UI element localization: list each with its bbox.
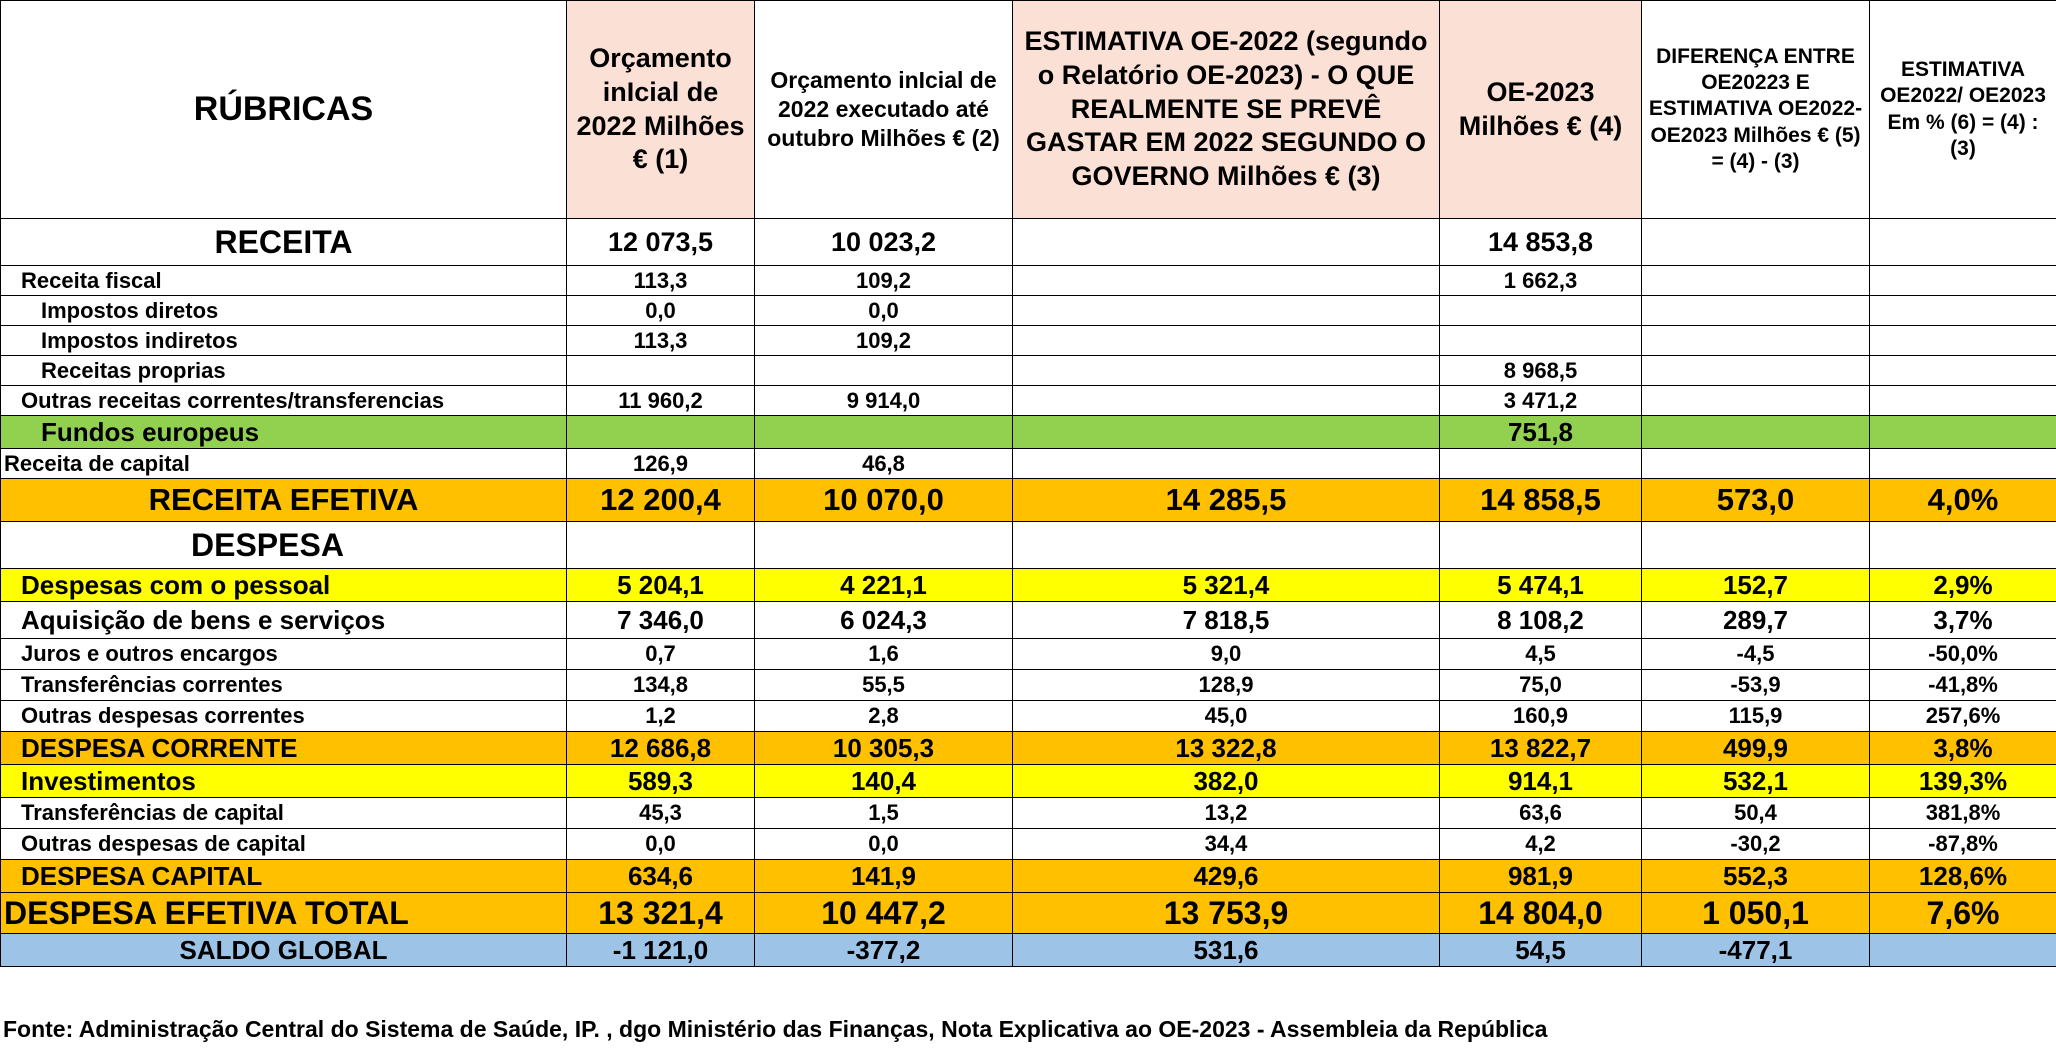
cell-label: DESPESA CORRENTE	[1, 732, 567, 765]
cell-col3	[1013, 449, 1440, 479]
cell-col3: 45,0	[1013, 701, 1440, 732]
cell-label: Fundos europeus	[1, 416, 567, 449]
cell-col4: 5 474,1	[1440, 569, 1642, 602]
cell-col6: 2,9%	[1870, 569, 2056, 602]
cell-col6	[1870, 356, 2056, 386]
header-col1-orcamento-inicial: Orçamento inIcial de 2022 Milhões € (1)	[567, 1, 755, 219]
row-fundos-europeus	[1, 416, 2056, 449]
cell-col4: 14 853,8	[1440, 219, 1642, 266]
cell-col6	[1870, 296, 2056, 326]
cell-col5: 115,9	[1642, 701, 1870, 732]
cell-col5	[1642, 326, 1870, 356]
cell-col6	[1870, 522, 2056, 569]
cell-col2: 10 070,0	[755, 479, 1013, 522]
cell-col6	[1870, 934, 2056, 967]
cell-col6	[1870, 386, 2056, 416]
cell-col1: 12 200,4	[567, 479, 755, 522]
cell-col2: 10 023,2	[755, 219, 1013, 266]
row-despesa-efetiva-total	[1, 893, 2056, 934]
cell-col1: 0,0	[567, 829, 755, 860]
cell-col5: 573,0	[1642, 479, 1870, 522]
cell-col1: 113,3	[567, 326, 755, 356]
cell-col4: 3 471,2	[1440, 386, 1642, 416]
cell-col4: 63,6	[1440, 798, 1642, 829]
cell-col6: -50,0%	[1870, 639, 2056, 670]
cell-col4: 8 968,5	[1440, 356, 1642, 386]
cell-col2: -377,2	[755, 934, 1013, 967]
cell-col2: 1,5	[755, 798, 1013, 829]
row-impostos-diretos	[1, 296, 2056, 326]
cell-col4	[1440, 449, 1642, 479]
cell-col3	[1013, 416, 1440, 449]
cell-col2: 2,8	[755, 701, 1013, 732]
header-col4-oe2023: OE-2023 Milhões € (4)	[1440, 1, 1642, 219]
cell-col5	[1642, 356, 1870, 386]
cell-col3: 5 321,4	[1013, 569, 1440, 602]
cell-col2: 55,5	[755, 670, 1013, 701]
cell-col2: 141,9	[755, 860, 1013, 893]
cell-col1: 11 960,2	[567, 386, 755, 416]
cell-col1: 0,7	[567, 639, 755, 670]
row-outras-receitas	[1, 386, 2056, 416]
row-outras-despesas-correntes	[1, 701, 2056, 732]
cell-col1: 1,2	[567, 701, 755, 732]
cell-col5	[1642, 266, 1870, 296]
cell-col6: 3,8%	[1870, 732, 2056, 765]
cell-col3: 531,6	[1013, 934, 1440, 967]
row-receita-capital	[1, 449, 2056, 479]
cell-col6	[1870, 219, 2056, 266]
cell-label: SALDO GLOBAL	[1, 934, 567, 967]
cell-col6: 381,8%	[1870, 798, 2056, 829]
cell-col4: 4,5	[1440, 639, 1642, 670]
cell-col4: 751,8	[1440, 416, 1642, 449]
cell-col4: 14 858,5	[1440, 479, 1642, 522]
cell-col5	[1642, 449, 1870, 479]
cell-col3	[1013, 266, 1440, 296]
cell-col1: 45,3	[567, 798, 755, 829]
row-receita	[1, 219, 2056, 266]
cell-col4: 8 108,2	[1440, 602, 1642, 639]
cell-label: Investimentos	[1, 765, 567, 798]
cell-label: Transferências correntes	[1, 670, 567, 701]
cell-col3: 14 285,5	[1013, 479, 1440, 522]
cell-col4: 54,5	[1440, 934, 1642, 967]
cell-col6	[1870, 449, 2056, 479]
row-impostos-indiretos	[1, 326, 2056, 356]
row-despesa-capital	[1, 860, 2056, 893]
cell-col4: 914,1	[1440, 765, 1642, 798]
cell-col3: 429,6	[1013, 860, 1440, 893]
cell-col2: 10 447,2	[755, 893, 1013, 934]
cell-col1: 0,0	[567, 296, 755, 326]
cell-col1: 13 321,4	[567, 893, 755, 934]
cell-col4	[1440, 296, 1642, 326]
cell-col6: 3,7%	[1870, 602, 2056, 639]
cell-col5: 152,7	[1642, 569, 1870, 602]
cell-col5: 50,4	[1642, 798, 1870, 829]
cell-label: DESPESA	[1, 522, 567, 569]
cell-col1: 589,3	[567, 765, 755, 798]
row-juros	[1, 639, 2056, 670]
cell-col1: 7 346,0	[567, 602, 755, 639]
cell-col5: -30,2	[1642, 829, 1870, 860]
cell-col4: 75,0	[1440, 670, 1642, 701]
cell-col5: -4,5	[1642, 639, 1870, 670]
cell-label: Receita fiscal	[1, 266, 567, 296]
cell-col5: -477,1	[1642, 934, 1870, 967]
cell-col6: 257,6%	[1870, 701, 2056, 732]
cell-col6: 7,6%	[1870, 893, 2056, 934]
header-col5-diferenca: DIFERENÇA ENTRE OE20223 E ESTIMATIVA OE2022-OE2023 Milhões € (5) = (4) - (3)	[1642, 1, 1870, 219]
cell-col1: -1 121,0	[567, 934, 755, 967]
cell-label: Juros e outros encargos	[1, 639, 567, 670]
cell-col5: -53,9	[1642, 670, 1870, 701]
cell-col3: 9,0	[1013, 639, 1440, 670]
cell-label: Outras despesas correntes	[1, 701, 567, 732]
cell-col4: 4,2	[1440, 829, 1642, 860]
cell-col6	[1870, 326, 2056, 356]
cell-col2: 10 305,3	[755, 732, 1013, 765]
cell-col1: 113,3	[567, 266, 755, 296]
cell-label: RECEITA EFETIVA	[1, 479, 567, 522]
cell-label: Receitas proprias	[1, 356, 567, 386]
source-note: Fonte: Administração Central do Sistema de Saúde, IP. , dgo Ministério das Finanças, Nota Explicativa ao OE-2023 - Assembleia da República	[3, 1016, 1548, 1042]
cell-col4: 1 662,3	[1440, 266, 1642, 296]
cell-label: Receita de capital	[1, 449, 567, 479]
cell-col1: 634,6	[567, 860, 755, 893]
cell-label: Outras despesas de capital	[1, 829, 567, 860]
cell-col5: 552,3	[1642, 860, 1870, 893]
cell-col5	[1642, 296, 1870, 326]
cell-col4: 14 804,0	[1440, 893, 1642, 934]
row-receitas-proprias	[1, 356, 2056, 386]
cell-col1: 12 686,8	[567, 732, 755, 765]
cell-label: Outras receitas correntes/transferencias	[1, 386, 567, 416]
cell-col3	[1013, 386, 1440, 416]
cell-col2	[755, 522, 1013, 569]
cell-col2: 0,0	[755, 296, 1013, 326]
cell-col5	[1642, 522, 1870, 569]
cell-col3	[1013, 296, 1440, 326]
cell-col6	[1870, 416, 2056, 449]
cell-col3: 13 753,9	[1013, 893, 1440, 934]
cell-col2: 140,4	[755, 765, 1013, 798]
cell-col2: 0,0	[755, 829, 1013, 860]
cell-col5	[1642, 416, 1870, 449]
row-receita-fiscal	[1, 266, 2056, 296]
cell-col5: 532,1	[1642, 765, 1870, 798]
cell-col2: 6 024,3	[755, 602, 1013, 639]
cell-label: DESPESA EFETIVA TOTAL	[1, 893, 567, 934]
cell-col6: 139,3%	[1870, 765, 2056, 798]
cell-col3: 128,9	[1013, 670, 1440, 701]
cell-col3	[1013, 326, 1440, 356]
cell-col4: 981,9	[1440, 860, 1642, 893]
cell-label: Impostos diretos	[1, 296, 567, 326]
cell-col4: 160,9	[1440, 701, 1642, 732]
row-transferencias-capital	[1, 798, 2056, 829]
cell-col3: 13,2	[1013, 798, 1440, 829]
cell-col1: 5 204,1	[567, 569, 755, 602]
header-col2-executado: Orçamento inIcial de 2022 executado até outubro Milhões € (2)	[755, 1, 1013, 219]
cell-col2: 46,8	[755, 449, 1013, 479]
row-receita-efetiva	[1, 479, 2056, 522]
cell-col5	[1642, 386, 1870, 416]
cell-col3: 7 818,5	[1013, 602, 1440, 639]
cell-col3	[1013, 219, 1440, 266]
row-saldo-global	[1, 934, 2056, 967]
cell-col3: 382,0	[1013, 765, 1440, 798]
cell-col3: 13 322,8	[1013, 732, 1440, 765]
header-rubricas: RÚBRICAS	[1, 1, 567, 219]
cell-col6: 4,0%	[1870, 479, 2056, 522]
cell-col6	[1870, 266, 2056, 296]
cell-col1: 134,8	[567, 670, 755, 701]
cell-col2: 109,2	[755, 326, 1013, 356]
cell-col1	[567, 522, 755, 569]
cell-col1: 12 073,5	[567, 219, 755, 266]
cell-col6: -87,8%	[1870, 829, 2056, 860]
row-aquisicao-bens-servicos	[1, 602, 2056, 639]
cell-label: RECEITA	[1, 219, 567, 266]
cell-col5: 499,9	[1642, 732, 1870, 765]
row-outras-despesas-capital	[1, 829, 2056, 860]
cell-label: Transferências de capital	[1, 798, 567, 829]
cell-col6: 128,6%	[1870, 860, 2056, 893]
cell-col5: 289,7	[1642, 602, 1870, 639]
cell-col4	[1440, 522, 1642, 569]
cell-col5: 1 050,1	[1642, 893, 1870, 934]
cell-col3	[1013, 356, 1440, 386]
cell-col1: 126,9	[567, 449, 755, 479]
cell-col3	[1013, 522, 1440, 569]
cell-col1	[567, 356, 755, 386]
row-despesa	[1, 522, 2056, 569]
row-transferencias-correntes	[1, 670, 2056, 701]
cell-col2: 1,6	[755, 639, 1013, 670]
cell-label: DESPESA CAPITAL	[1, 860, 567, 893]
cell-col2	[755, 416, 1013, 449]
header-col6-percentagem: ESTIMATIVA OE2022/ OE2023 Em % (6) = (4) : (3)	[1870, 1, 2056, 219]
header-col3-estimativa: ESTIMATIVA OE-2022 (segundo o Relatório OE-2023) - O QUE REALMENTE SE PREVÊ GASTAR EM 2022 SEGUNDO O GOVERNO Milhões € (3)	[1013, 1, 1440, 219]
cell-col6: -41,8%	[1870, 670, 2056, 701]
cell-col4: 13 822,7	[1440, 732, 1642, 765]
cell-label: Impostos indiretos	[1, 326, 567, 356]
cell-label: Aquisição de bens e serviços	[1, 602, 567, 639]
cell-col2: 109,2	[755, 266, 1013, 296]
cell-col4	[1440, 326, 1642, 356]
cell-label: Despesas com o pessoal	[1, 569, 567, 602]
row-investimentos	[1, 765, 2056, 798]
cell-col2: 4 221,1	[755, 569, 1013, 602]
cell-col3: 34,4	[1013, 829, 1440, 860]
cell-col5	[1642, 219, 1870, 266]
cell-col1	[567, 416, 755, 449]
row-despesas-pessoal	[1, 569, 2056, 602]
row-despesa-corrente	[1, 732, 2056, 765]
cell-col2: 9 914,0	[755, 386, 1013, 416]
cell-col2	[755, 356, 1013, 386]
